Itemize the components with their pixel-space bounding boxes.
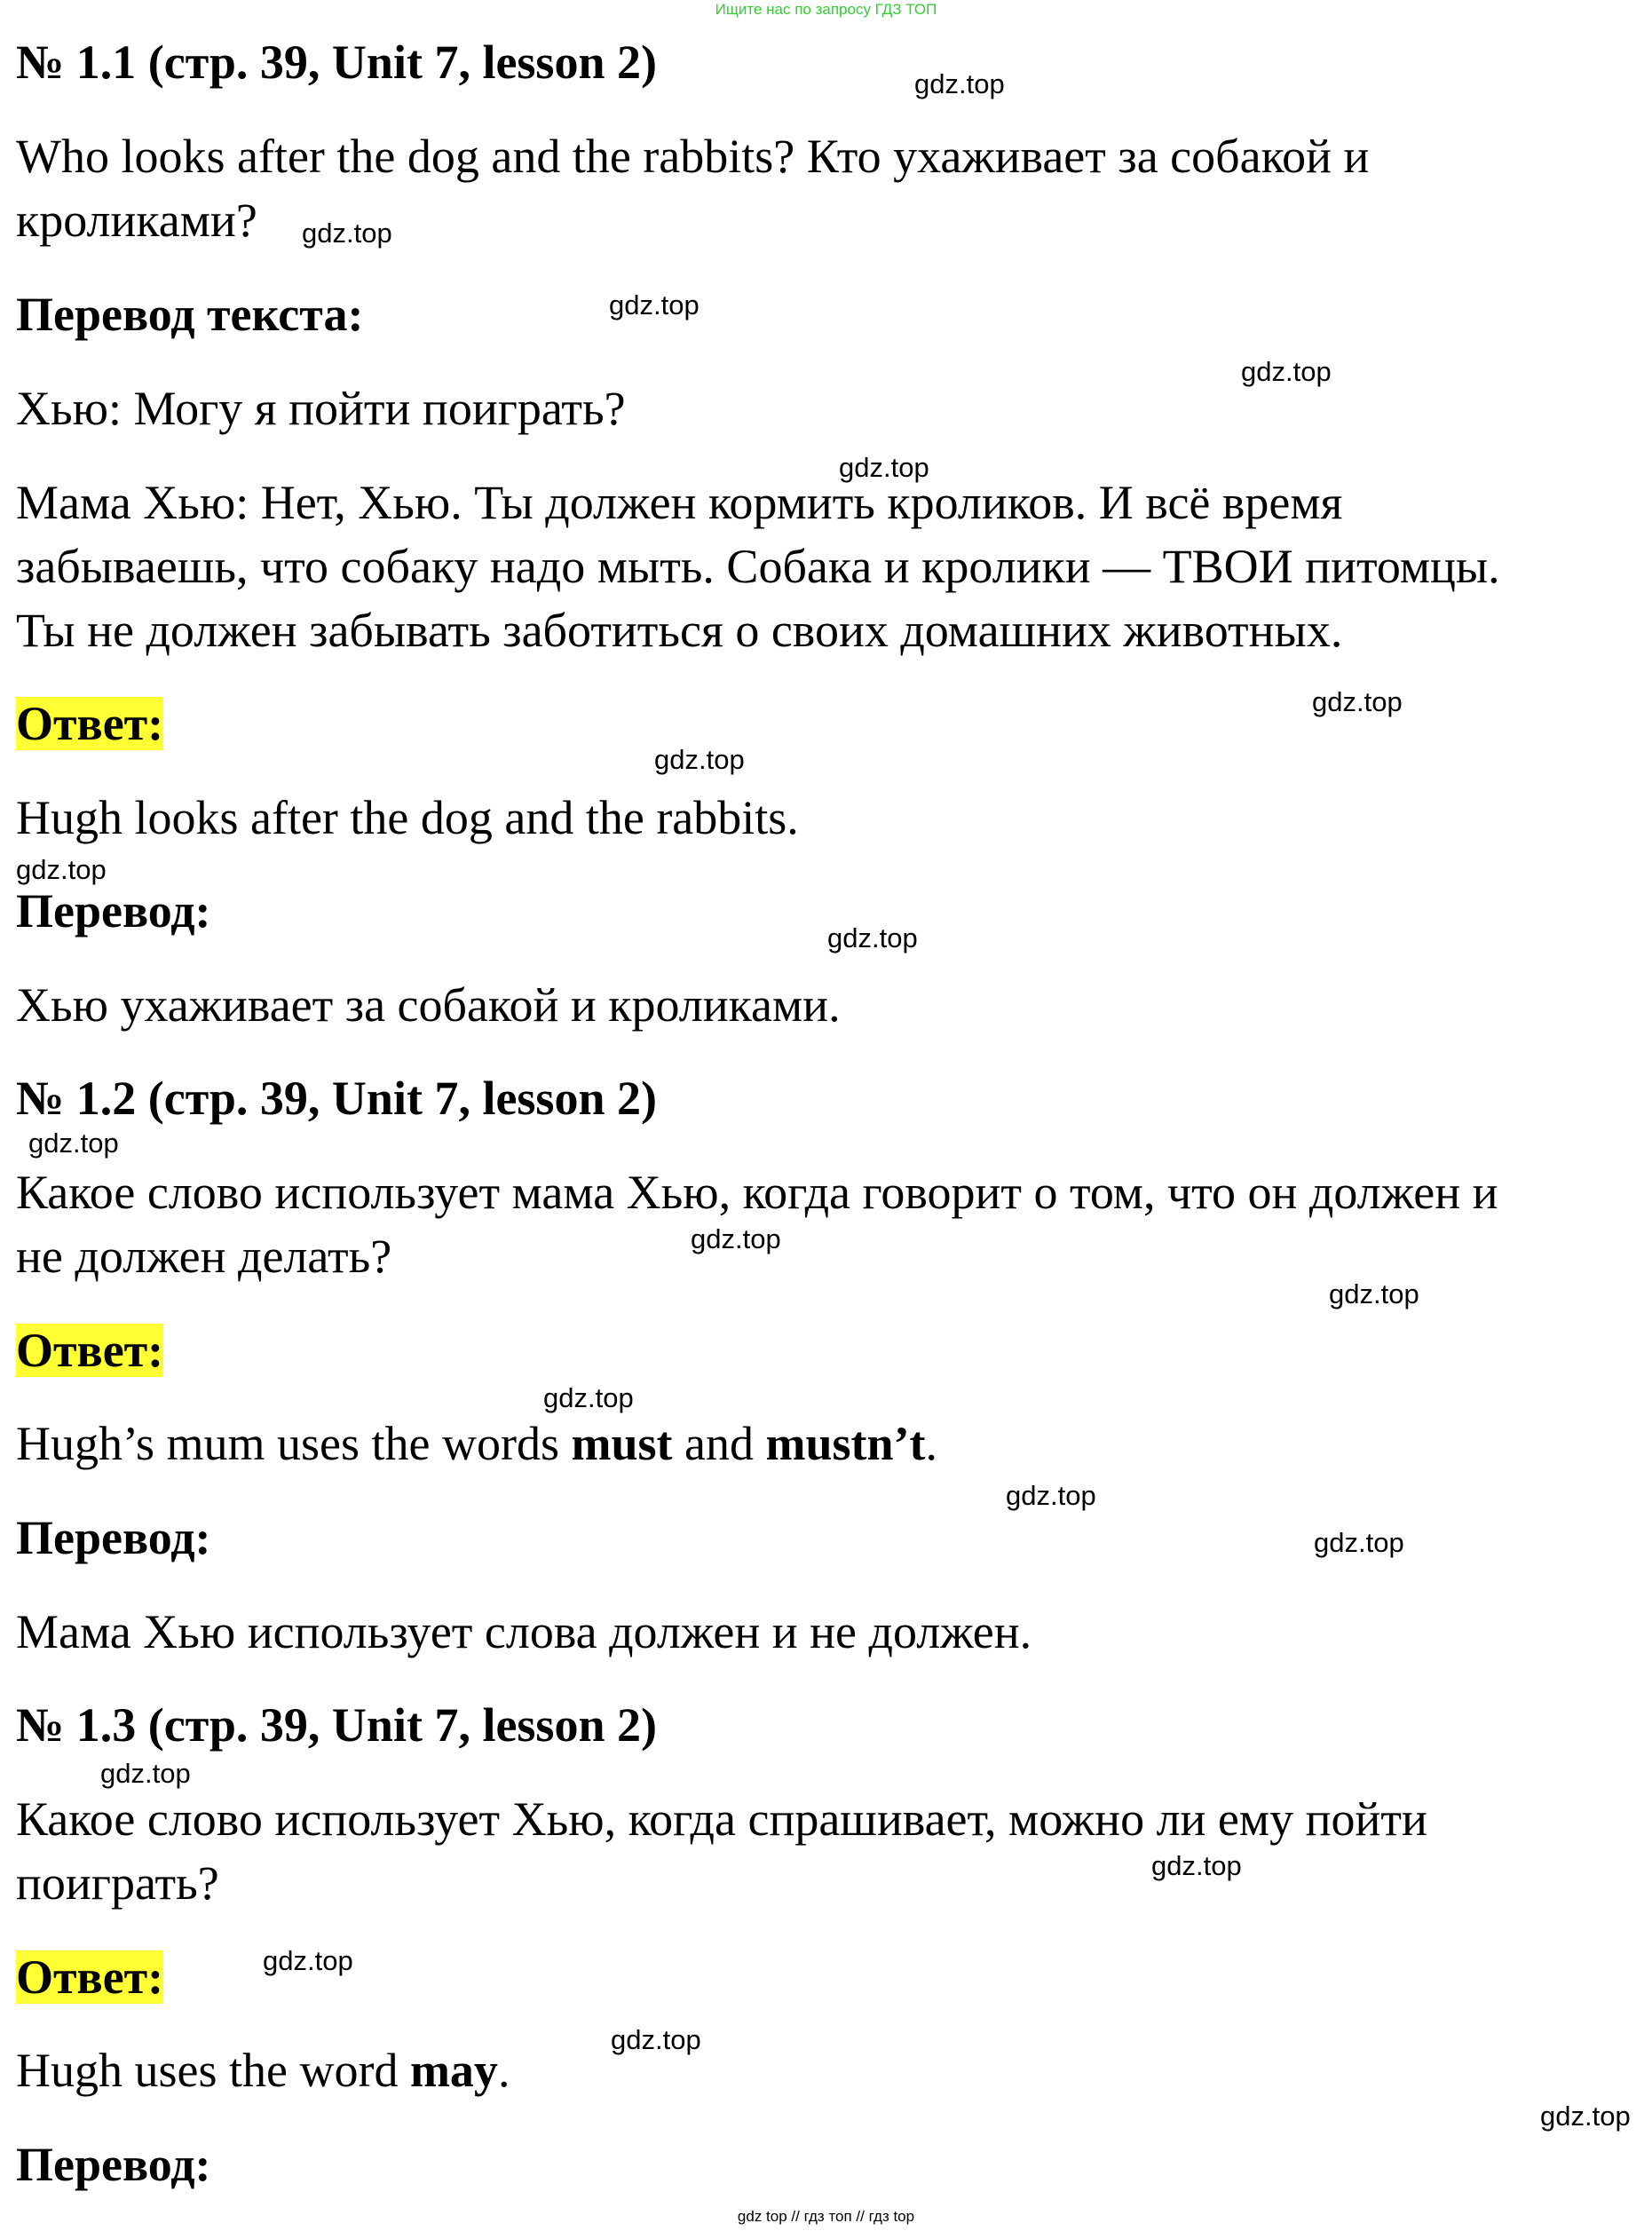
watermark: gdz.top — [1314, 1527, 1404, 1558]
watermark: gdz.top — [263, 1945, 353, 1976]
section-1-1-dialogue-line1: Хью: Могу я пойти поиграть? — [16, 382, 626, 435]
answer-prefix: Hugh uses the word — [16, 2044, 410, 2097]
watermark: gdz.top — [100, 1758, 191, 1789]
section-1-3-heading: № 1.3 (стр. 39, Unit 7, lesson 2) — [16, 1698, 657, 1752]
section-1-3-answer-label — [16, 1945, 163, 2009]
answer-bold-may: may — [409, 2044, 498, 2097]
watermark: gdz.top — [839, 452, 929, 483]
watermark: gdz.top — [1241, 356, 1332, 387]
watermark: gdz.top — [28, 1127, 119, 1159]
answer-prefix: Hugh’s mum uses the words — [16, 1417, 572, 1470]
top-banner[interactable] — [0, 0, 1652, 20]
banner-text: Ищите нас по запросу ГДЗ ТОП — [715, 1, 937, 18]
section-1-2-translation: Мама Хью использует слова должен и не должен. — [16, 1605, 1032, 1658]
section-1-1-heading: № 1.1 (стр. 39, Unit 7, lesson 2) — [16, 36, 657, 89]
answer-label-highlight: Ответ: — [16, 1324, 164, 1377]
section-1-2-question-line2: не должен делать? — [16, 1230, 392, 1283]
answer-bold-must: must — [571, 1417, 673, 1470]
section-1-2-question-line1: Какое слово использует мама Хью, когда говорит о том, что он должен и — [16, 1166, 1498, 1219]
answer-suffix: . — [497, 2044, 510, 2097]
section-1-3-translation-label: Перевод: — [16, 2138, 211, 2191]
section-1-1-text-translation-label: Перевод текста: — [16, 288, 364, 341]
watermark: gdz.top — [654, 744, 745, 775]
answer-suffix: . — [925, 1417, 937, 1470]
footer: gdz top // гдз топ // гдз top — [737, 2208, 915, 2225]
answer-bold-mustnt: mustn’t — [765, 1417, 926, 1470]
watermark: gdz.top — [827, 922, 918, 953]
section-1-2-translation-label: Перевод: — [16, 1511, 211, 1564]
section-1-1-question-line2: кроликами? — [16, 194, 257, 247]
section-1-1-answer-label — [16, 692, 163, 756]
watermark: gdz.top — [1540, 2100, 1631, 2132]
section-1-1-dialogue-line3: забываешь, что собаку надо мыть. Собака и кролики — ТВОИ питомцы. — [16, 540, 1500, 593]
answer-label-highlight: Ответ: — [16, 697, 164, 750]
section-1-3-answer — [16, 2038, 510, 2102]
watermark: gdz.top — [1006, 1480, 1096, 1511]
watermark: gdz.top — [609, 289, 700, 320]
section-1-1-translation: Хью ухаживает за собакой и кроликами. — [16, 978, 841, 1032]
section-1-1-question-line1: Who looks after the dog and the rabbits? Кто ухаживает за собакой и — [16, 130, 1370, 183]
section-1-2-heading: № 1.2 (стр. 39, Unit 7, lesson 2) — [16, 1072, 657, 1125]
watermark: gdz.top — [914, 68, 1005, 99]
watermark: gdz.top — [691, 1223, 781, 1254]
watermark: gdz.top — [1151, 1850, 1242, 1881]
section-1-1-dialogue-line2: Мама Хью: Нет, Хью. Ты должен кормить кроликов. И всё время — [16, 476, 1343, 529]
section-1-1-answer: Hugh looks after the dog and the rabbits. — [16, 791, 799, 844]
answer-label-highlight: Ответ: — [16, 1950, 164, 2004]
section-1-2-answer — [16, 1412, 937, 1475]
watermark: gdz.top — [611, 2024, 701, 2055]
section-1-1-translation-label: Перевод: — [16, 884, 211, 937]
section-1-3-question-line1: Какое слово использует Хью, когда спрашивает, можно ли ему пойти — [16, 1792, 1427, 1846]
watermark: gdz.top — [302, 218, 392, 249]
watermark: gdz.top — [1329, 1278, 1419, 1309]
answer-mid: and — [672, 1417, 766, 1470]
watermark: gdz.top — [16, 854, 107, 885]
section-1-1-dialogue-line4: Ты не должен забывать заботиться о своих домашних животных. — [16, 604, 1343, 657]
watermark: gdz.top — [543, 1382, 634, 1413]
watermark: gdz.top — [1312, 686, 1403, 717]
section-1-2-answer-label — [16, 1318, 163, 1382]
section-1-3-question-line2: поиграть? — [16, 1856, 219, 1910]
